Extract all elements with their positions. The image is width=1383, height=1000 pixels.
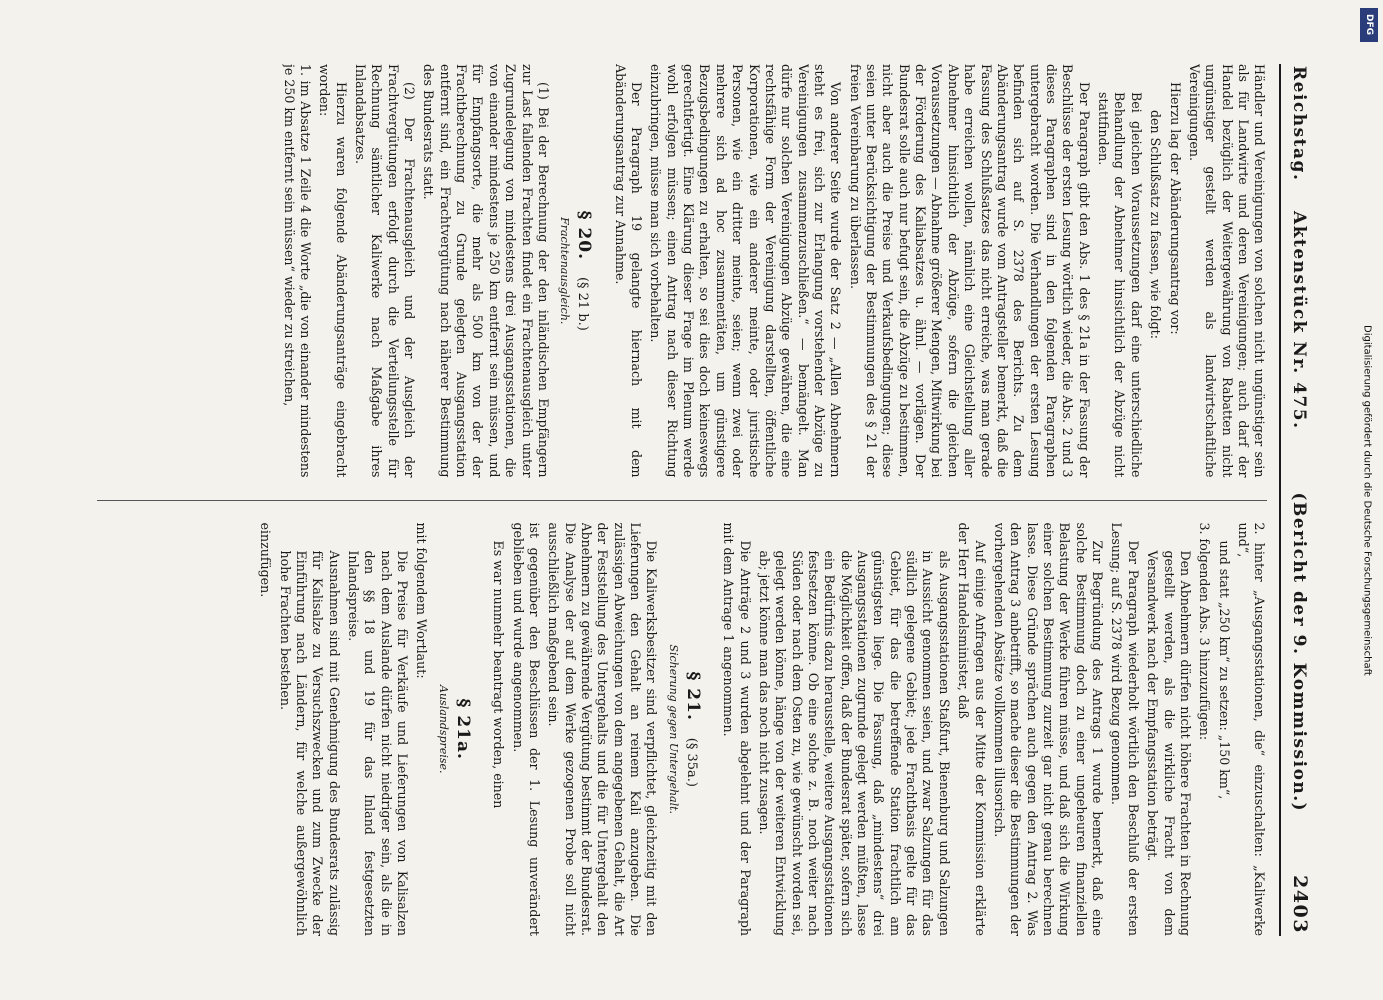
- paragraph: Auf einige Anfragen aus der Mitte der Kommission erklärte der Herr Handelsminister, daß: [956, 522, 988, 936]
- section-heading-21a: [452, 523, 474, 937]
- paragraph: Die Anträge 2 und 3 wurden abgelehnt und der Paragraph mit dem Antrage 1 angenommen.: [721, 522, 753, 936]
- text-columns: [97, 64, 1267, 936]
- section-heading-20: [573, 64, 595, 478]
- paragraph: 3. folgenden Abs. 3 hinzuzufügen:: [1197, 522, 1213, 741]
- section-title: § 21.: [682, 671, 703, 721]
- section-subtitle: Auslandspreise.: [436, 685, 450, 774]
- paragraph: mit folgendem Wortlaut:: [414, 522, 430, 679]
- quoted-paragraph: als Ausgangsstationen Staßfurt, Bienenburg und Salzungen in Aussicht genommen seien, und zwar Salzungen für das südlich gelegene Gebiet; jede Frachtbasis gelte für das Gebiet, für das die betreffende Station frachtlich am günstigsten liege. Die Fassung, daß „mindestens“ drei Ausgangsstationen zugrunde gelegt werden müßten, lasse die Möglichkeit offen, daß der Bundesrat später, sofern sich ein Bedürfnis dazu herausstelle, weitere Ausgangsstationen festsetzen könne. Ob eine solche z. B. noch weiter nach Süden oder nach dem Osten zu, wie gewünscht worden sei, gelegt werden könne, hänge von der weiteren Entwicklung ab; jetzt könne man das noch nicht zusagen.: [756, 550, 952, 936]
- digitization-note-text: Digitalisierung gefördert durch die Deutsche Forschungsgemeinschaft: [1361, 324, 1373, 676]
- quoted-paragraph: Ausnahmen sind mit Genehmigung des Bundesrats zulässig für Kalisalze zu Versuchszwecken und zum Zwecke der Einführung nach Ländern, für welche außergewöhnlich hohe Frachten bestehen.: [277, 550, 342, 936]
- section-ref: (§ 35a.): [683, 737, 699, 787]
- left-column: [97, 64, 1267, 478]
- paragraph: Von anderer Seite wurde der Satz 2 — „Allen Abnehmern steht es frei, sich zur Erlangung vorstehender Abzüge zu Vereinigungen zusammenzuschließen.“ — bemängelt. Man dürfe nur solchen Vereinigungen Abzüge gewähren, die eine rechtsfähige Form der Vereinigung darstellten, öffentliche Korporationen, wie ein anderer meinte, oder juristische Personen, wie ein dritter meinte, seien; wenn zwei oder mehrere sich ad hoc zusammentäten, um günstigere Bezugsbedingungen zu erhalten, so sei dies doch keineswegs gerechtfertigt. Eine Klärung dieser Frage im Plenum werde wohl erfolgen müssen; einen Antrag nach dieser Richtung einzubringen, müsse man sich vorbehalten.: [648, 64, 844, 478]
- paragraph: Hierzu lag der Abänderungsantrag vor:: [1167, 82, 1183, 335]
- paragraph: Der Paragraph wiederholt wörtlich den Beschluß der ersten Lesung; auf S. 2378 wird Bezug genommen.: [1109, 522, 1141, 936]
- paragraph: den Schlußsatz zu fassen, wie folgt:: [1148, 110, 1164, 339]
- paragraph: einzufügen.: [258, 522, 274, 598]
- header-reichstag: Reichstag.: [1289, 66, 1309, 182]
- section-ref: (§ 21 b.): [575, 276, 591, 331]
- quoted-paragraph: Bei gleichen Voraussetzungen darf eine unterschiedliche Behandlung der Abnehmer hinsichtlich der Abzüge nicht stattfinden.: [1096, 92, 1144, 478]
- paragraph: Händler und Vereinigungen von solchen nicht ungünstiger sein als für Landwirte und deren Vereinigungen; auch darf der Handel bezüglich der Weitergewährung von Rabatten nicht ungünstiger gestellt werden als landwirtschaftliche Vereinigungen.: [1186, 64, 1268, 478]
- paragraph: 1. im Absatze 1 Zeile 4 die Worte „die von einander mindestens je 250 km entfernt sein müssen“ wieder zu streichen,: [281, 64, 313, 478]
- paragraph: Es war nunmehr beantragt worden, einen: [491, 540, 507, 809]
- quoted-paragraph: Die Preise für Verkäufe und Lieferungen von Kalisalzen nach dem Auslande dürfen nicht niedriger sein, als die in den §§ 18 und 19 für das Inland festgesetzten Inlandspreise.: [346, 550, 411, 936]
- header-left: [1288, 66, 1310, 430]
- section-title: § 21a.: [452, 698, 473, 760]
- digitization-note: [1352, 8, 1382, 992]
- column-divider: [97, 500, 1267, 501]
- section-subtitle: Frachtenausgleich.: [558, 217, 572, 325]
- quoted-paragraph: Den Abnehmern dürfen nicht höhere Frachten in Rechnung gestellt werden, als die wirkliche Fracht von dem Versandwerk nach der Empfangsstation beträgt.: [1145, 550, 1193, 936]
- paragraph: Hierzu waren folgende Abänderungsanträge eingebracht worden:: [317, 64, 349, 478]
- paragraph: (2) Der Frachtenausgleich und der Ausgleich der Frachtvergütungen erfolgt durch die Verteilungsstelle für Rechnung sämtlicher Kaliwerke nach Maßgabe ihres Inlandabsatzes.: [352, 64, 418, 478]
- paragraph: 2. hinter „Ausgangsstationen, die“ einzuschalten: „Kaliwerke und“,: [1235, 522, 1268, 936]
- running-header: [1279, 64, 1316, 936]
- rotated-page-content: [56, 40, 1326, 960]
- paragraph: Der Paragraph 19 gelangte hiernach mit dem Abänderungsantrag zur Annahme.: [612, 64, 645, 478]
- header-aktenstueck: Aktenstück Nr. 475.: [1289, 211, 1309, 430]
- section-title: § 20.: [574, 210, 595, 261]
- paragraph: Zur Begründung des Antrags 1 wurde bemerkt, daß eine solche Bestimmung doch zu einer ungeheuren finanziellen Belastung der Werke führen müsse, und daß sich die Wirkung einer solchen Bestimmung zurzeit gar nicht genau berechnen lasse. Diese Gründe sprächen auch gegen den Antrag 2. Was den Antrag 3 anbetrifft, so mache dieser die Bestimmungen der vorhergehenden Absätze vollkommen illusorisch.: [991, 522, 1106, 936]
- paragraph: Die Kaliwerksbesitzer sind verpflichtet, gleichzeitig mit den Lieferungen den Gehalt an reinem Kali anzugeben. Die zulässigen Abweichungen von dem angegebenen Gehalt, die Art der Feststellung des Untergehalts und die für Untergehalt den Abnehmern zu gewährende Vergütung bestimmt der Bundesrat. Die Analyse der auf dem Werke gezogenen Probe soll nicht ausschließlich maßgebend sein.: [546, 522, 660, 936]
- paragraph: (1) Bei der Berechnung der den inländischen Empfängern zur Last fallenden Frachten findet ein Frachtenausgleich unter Zugrundelegung von mindestens drei Ausgangsstationen, die von einander mindestens je 250 km entfernt sein müssen, und für Empfangsorte, die mehr als 500 km von der der Frachtberechnung zu Grunde gelegten Ausgangsstation entfernt sind, ein Frachtvergütung nach näherer Bestimmung des Bundesrats statt.: [421, 64, 551, 478]
- section-heading-21: [682, 523, 704, 937]
- paragraph: ist gegenüber den Beschlüssen der 1. Lesung unverändert geblieben und wurde angenommen.: [510, 522, 542, 936]
- page-number: 2403: [1289, 875, 1311, 934]
- section-subtitle: Sicherung gegen Untergehalt.: [666, 644, 680, 815]
- header-middle: (Bericht der 9. Kommission.): [1289, 492, 1309, 813]
- right-column: [97, 523, 1267, 937]
- paragraph: Der Paragraph gibt den Abs. 1 des § 21a in der Fassung der Beschlüsse der ersten Lesung wörtlich wieder, die Abs. 2 und 3 dieses Paragraphen sind in den folgenden Paragraphen untergebracht worden. Die Verhandlungen der ersten Lesung befinden sich auf S. 2378 des Berichts. Zu dem Abänderungsantrag wurde vom Antragsteller bemerkt, daß die Fassung des Schlußsatzes das nicht erreiche, was man gerade habe erreichen wollen, nämlich eine Gleichstellung aller Abnehmer hinsichtlich der Abzüge, sofern die gleichen Voraussetzungen — Abnahme größerer Mengen, Mitwirkung bei der Förderung des Kaliabsatzes u. ähnl. — vorlägen. Der Bundesrat solle auch nur befugt sein, die Abzüge zu bestimmen, nicht aber auch die Preise und Verkaufsbedingungen; diese seien unter Berücksichtigung der Bestimmungen des § 21 der freien Vereinbarung zu überlassen.: [847, 64, 1092, 478]
- paragraph: und statt „250 km“ zu setzen: „150 km“,: [1216, 540, 1232, 800]
- dfg-logo-text: DFG: [1364, 14, 1374, 36]
